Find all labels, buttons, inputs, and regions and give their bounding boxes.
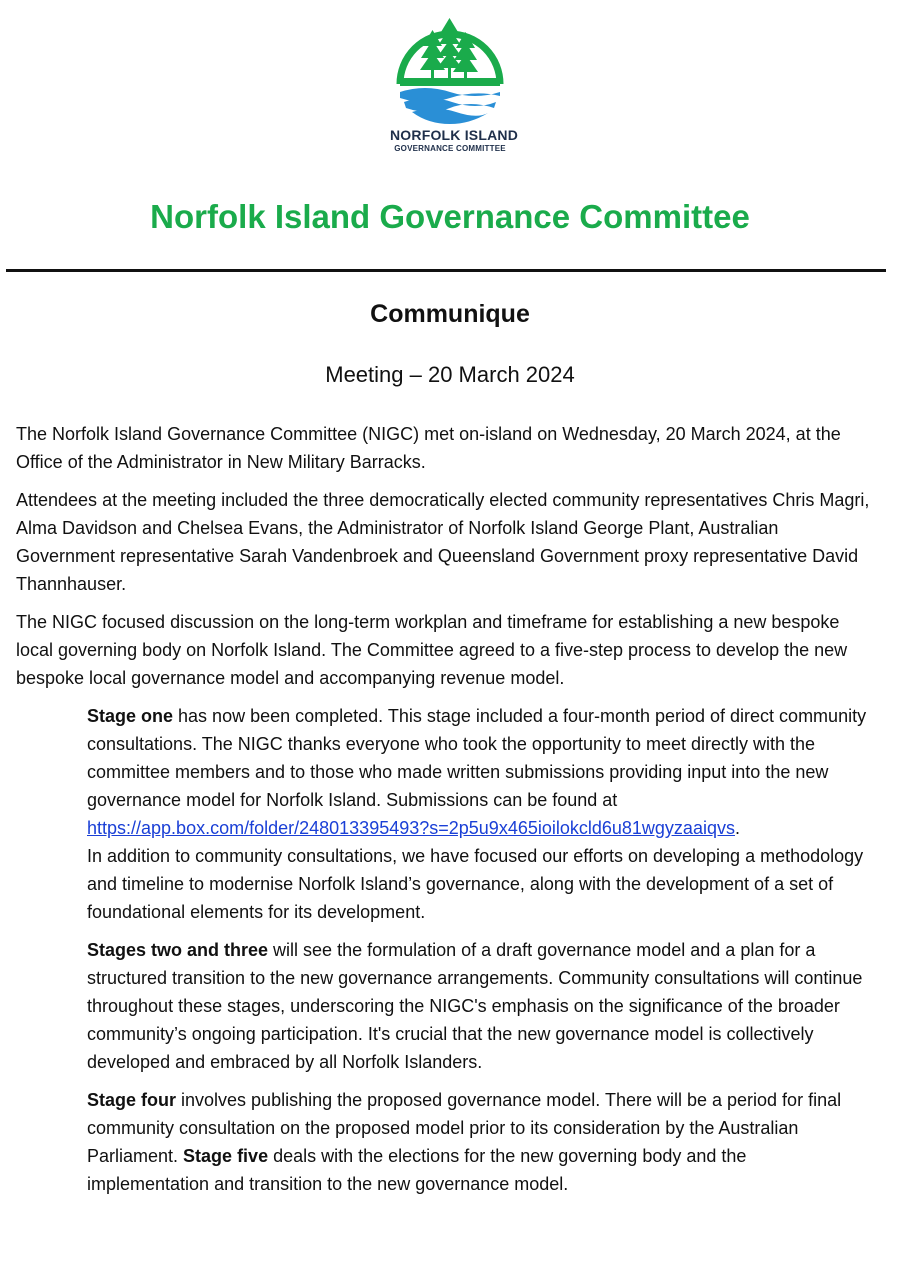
paragraph-stages-two-three: [87, 936, 867, 1076]
paragraph-workplan: The NIGC focused discussion on the long-term workplan and timeframe for establishing a new bespoke local governing body on Norfolk Island. The Committee agreed to a five-step process to develop the new bespoke local governance model and accompanying revenue model.: [16, 612, 848, 688]
paragraph-stage-one: [87, 702, 867, 926]
stage-five-heading: Stage five: [183, 1146, 269, 1166]
stage-one-text: has now been completed. This stage included a four-month period of direct community consultations. The NIGC thanks everyone who took the opportunity to meet directly with the committee members and to those who made written submissions providing input into the new governance model for Norfolk Island. Submissions can be found at: [87, 706, 867, 810]
stage-one-link-punct: .: [734, 818, 740, 838]
header-divider: [6, 269, 886, 272]
stage-four-heading: Stage four: [87, 1090, 177, 1110]
page-title: Norfolk Island Governance Committee: [150, 198, 750, 235]
paragraph-stages-four-five: [87, 1086, 867, 1198]
committee-logo: [390, 12, 519, 157]
submissions-link[interactable]: https://app.box.com/folder/248013395493?s=2p5u9x465ioilokcld6u81wgyzaaiqvs: [87, 818, 735, 838]
stages-two-three-heading: Stages two and three: [87, 940, 269, 960]
document-body: [16, 420, 874, 1208]
logo-text-primary: NORFOLK ISLAND: [390, 127, 519, 143]
logo-text-secondary: GOVERNANCE COMMITTEE: [394, 144, 506, 153]
meeting-date: Meeting – 20 March 2024: [325, 362, 575, 387]
stage-four-text: involves publishing the proposed governance model. There will be a period for final community consultation on the proposed model prior to its consideration by the Australian Parliament.: [87, 1090, 842, 1166]
stage-one-text-continued: In addition to community consultations, we have focused our efforts on developing a methodology and timeline to modernise Norfolk Island’s governance, along with the development of a set of foundational elements for its development.: [87, 846, 864, 922]
stage-one-heading: Stage one: [87, 706, 174, 726]
norfolk-pine-trees-wave-icon: [390, 12, 510, 127]
paragraph-meeting-info: The Norfolk Island Governance Committee (NIGC) met on-island on Wednesday, 20 March 2024, at the Office of the Administrator in New Military Barracks.: [16, 424, 841, 472]
stages-two-three-text: will see the formulation of a draft governance model and a plan for a structured transition to the new governance arrangements. Community consultations will continue throughout these stages, underscoring the NIGC's emphasis on the significance of the broader community’s ongoing participation. It's crucial that the new governance model is collectively developed and embraced by all Norfolk Islanders.: [87, 940, 863, 1072]
stage-five-text: deals with the elections for the new governing body and the implementation and transition to the new governance model.: [87, 1146, 747, 1194]
document-subtitle: Communique: [370, 300, 530, 328]
paragraph-attendees: Attendees at the meeting included the three democratically elected community representatives Chris Magri, Alma Davidson and Chelsea Evans, the Administrator of Norfolk Island George Plant, Australian Government representative Sarah Vandenbroek and Queensland Government proxy representative David Thannhauser.: [16, 490, 870, 594]
